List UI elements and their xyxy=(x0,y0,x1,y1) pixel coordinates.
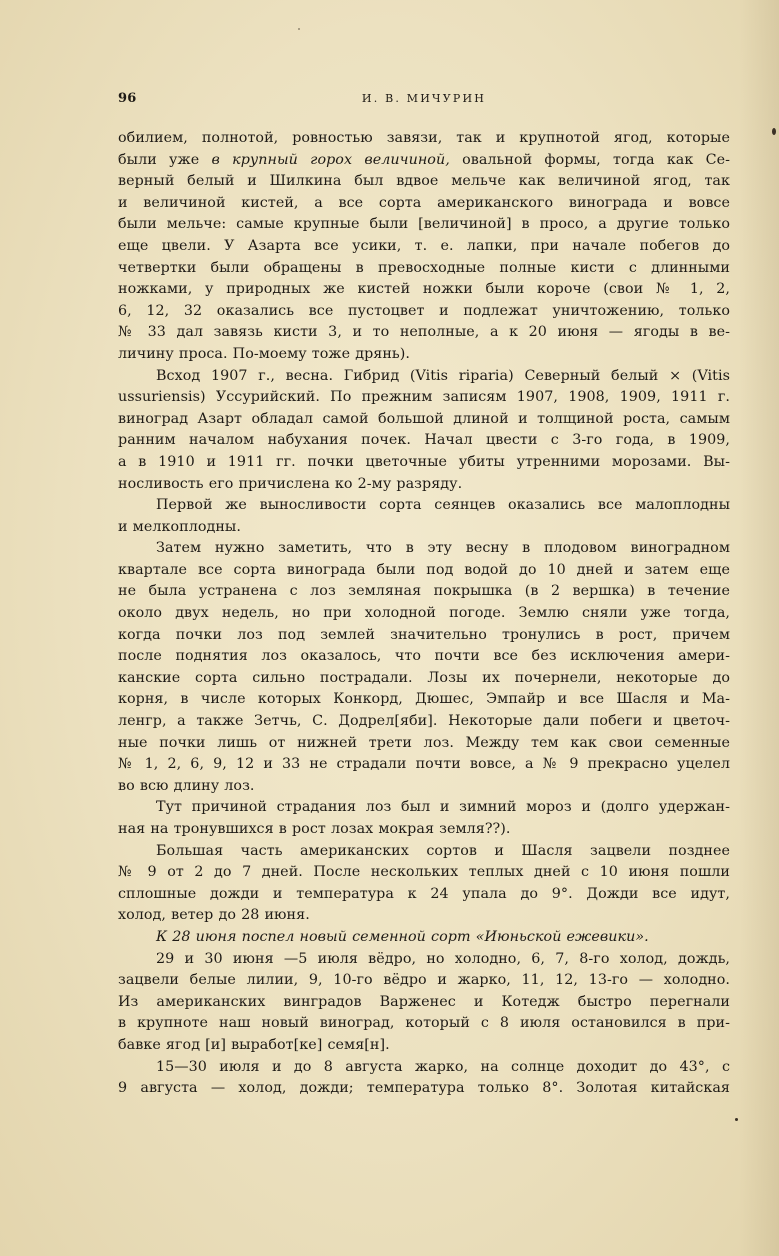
text-line: в крупноте наш новый виноград, который с 8 июля остановился в при- xyxy=(118,1015,730,1032)
text-line: ные почки лишь от нижней трети лоз. Между тем как свои семенные xyxy=(118,734,730,751)
text-line: № 1, 2, 6, 9, 12 и 33 не страдали почти вовсе, а № 9 прекрасно уцелел xyxy=(118,756,730,773)
text-line: когда почки лоз под землей значительно тронулись в рост, причем xyxy=(118,626,730,643)
page-edge-shadow xyxy=(739,0,779,1256)
paragraph-start: Затем нужно заметить, что в эту весну в плодовом виноградном xyxy=(156,540,730,557)
page-header xyxy=(118,91,730,111)
text-line: ранним началом набухания почек. Начал цвести с 3-го года, в 1909, xyxy=(118,432,730,449)
text-line: около двух недель, но при холодной погоде. Землю сняли уже тогда, xyxy=(118,605,730,622)
paragraph-start: Тут причиной страдания лоз был и зимний мороз и (долго удержан- xyxy=(156,799,730,816)
text-line: носливость его причислена ко 2-му разряду. xyxy=(118,475,463,492)
text-line: 6, 12, 32 оказались все пустоцвет и подлежат уничтожению, только xyxy=(118,302,730,319)
text-line: квартале все сорта винограда были под водой до 10 дней и затем еще xyxy=(118,561,730,578)
text-line: во всю длину лоз. xyxy=(118,777,255,794)
italic-paragraph: К 28 июня поспел новый семенной сорт «Июньской ежевики». xyxy=(156,928,649,945)
text-line: и мелкоплодны. xyxy=(118,518,241,535)
text-line: еще цвели. У Азарта все усики, т. е. лапки, при начале побегов до xyxy=(118,237,730,254)
text-line: ленгр, а также Зетчь, С. Додрел[яби]. Некоторые дали побеги и цветоч- xyxy=(118,713,730,730)
page-number: 96 xyxy=(118,91,137,106)
text-line: были мельче: самые крупные были [величиной] в просо, а другие только xyxy=(118,216,730,233)
italic-phrase: в крупный горох величиной, xyxy=(211,151,450,168)
paper-speck xyxy=(298,28,300,30)
paper-speck xyxy=(735,1118,738,1121)
text-line: № 9 от 2 до 7 дней. После нескольких теплых дней с 10 июня пошли xyxy=(118,864,730,881)
text-segment: были уже xyxy=(118,151,212,168)
text-line xyxy=(118,150,730,172)
text-line: верный белый и Шилкина был вдвое мельче как величиной ягод, так xyxy=(118,173,730,190)
running-title: И. В. МИЧУРИН xyxy=(361,92,487,105)
paragraph-start: 15—30 июля и до 8 августа жарко, на солнце доходит до 43°, с xyxy=(156,1058,730,1075)
text-line: зацвели белые лилии, 9, 10-го вёдро и жарко, 11, 12, 13-го — холодно. xyxy=(118,972,730,989)
text-line: не была устранена с лоз земляная покрышка (в 2 вершка) в течение xyxy=(118,583,730,600)
text-line: и величиной кистей, а все сорта американского винограда и вовсе xyxy=(118,194,730,211)
text-line: ножками, у природных же кистей ножки были короче (свои № 1, 2, xyxy=(118,281,730,298)
paragraph-start: Большая часть американских сортов и Шасля зацвели позднее xyxy=(156,842,730,859)
text-line: бавке ягод [и] выработ[ке] семя[н]. xyxy=(118,1036,390,1053)
body-text xyxy=(118,128,730,1100)
text-line: после поднятия лоз оказалось, что почти все без исключения амери- xyxy=(118,648,730,665)
text-line: виноград Азарт обладал самой большой длиной и толщиной роста, самым xyxy=(118,410,730,427)
text-line: обилием, полнотой, ровностью завязи, так и крупнотой ягод, которые xyxy=(118,130,730,146)
text-line: корня, в числе которых Конкорд, Дюшес, Эмпайр и все Шасля и Ма- xyxy=(118,691,730,708)
text-line: ная на тронувшихся в рост лозах мокрая земля??). xyxy=(118,821,511,837)
paper-speck xyxy=(772,128,776,135)
text-line: № 33 дал завязь кисти 3, и то неполные, а к 20 июня — ягоды в ве- xyxy=(118,324,730,341)
text-segment: овальной формы, тогда как Се- xyxy=(449,151,730,168)
text-line: канские сорта сильно пострадали. Лозы их почернели, некоторые до xyxy=(118,669,730,686)
text-line: а в 1910 и 1911 гг. почки цветочные убиты утренними морозами. Вы- xyxy=(118,453,730,470)
text-line: личину проса. По-моему тоже дрянь). xyxy=(118,345,410,362)
paragraph-start: 29 и 30 июня —5 июля вёдро, но холодно, 6, 7, 8-го холод, дождь, xyxy=(156,950,730,967)
text-line: холод, ветер до 28 июня. xyxy=(118,907,310,924)
paragraph-start: Первой же выносливости сорта сеянцев оказались все малоплодны xyxy=(156,497,730,514)
text-line: сплошные дожди и температура к 24 упала до 9°. Дожди все идут, xyxy=(118,885,730,902)
text-line: 9 августа — холод, дожди; температура только 8°. Золотая китайская xyxy=(118,1080,730,1097)
text-line: ussuriensis) Уссурийский. По прежним записям 1907, 1908, 1909, 1911 г. xyxy=(118,389,730,406)
text-line: четвертки были обращены в превосходные полные кисти с длинными xyxy=(118,259,730,276)
paragraph-start: Всход 1907 г., весна. Гибрид (Vitis riparia) Северный белый × (Vitis xyxy=(156,367,730,384)
text-line: Из американских винградов Варженес и Котедж быстро перегнали xyxy=(118,993,730,1010)
